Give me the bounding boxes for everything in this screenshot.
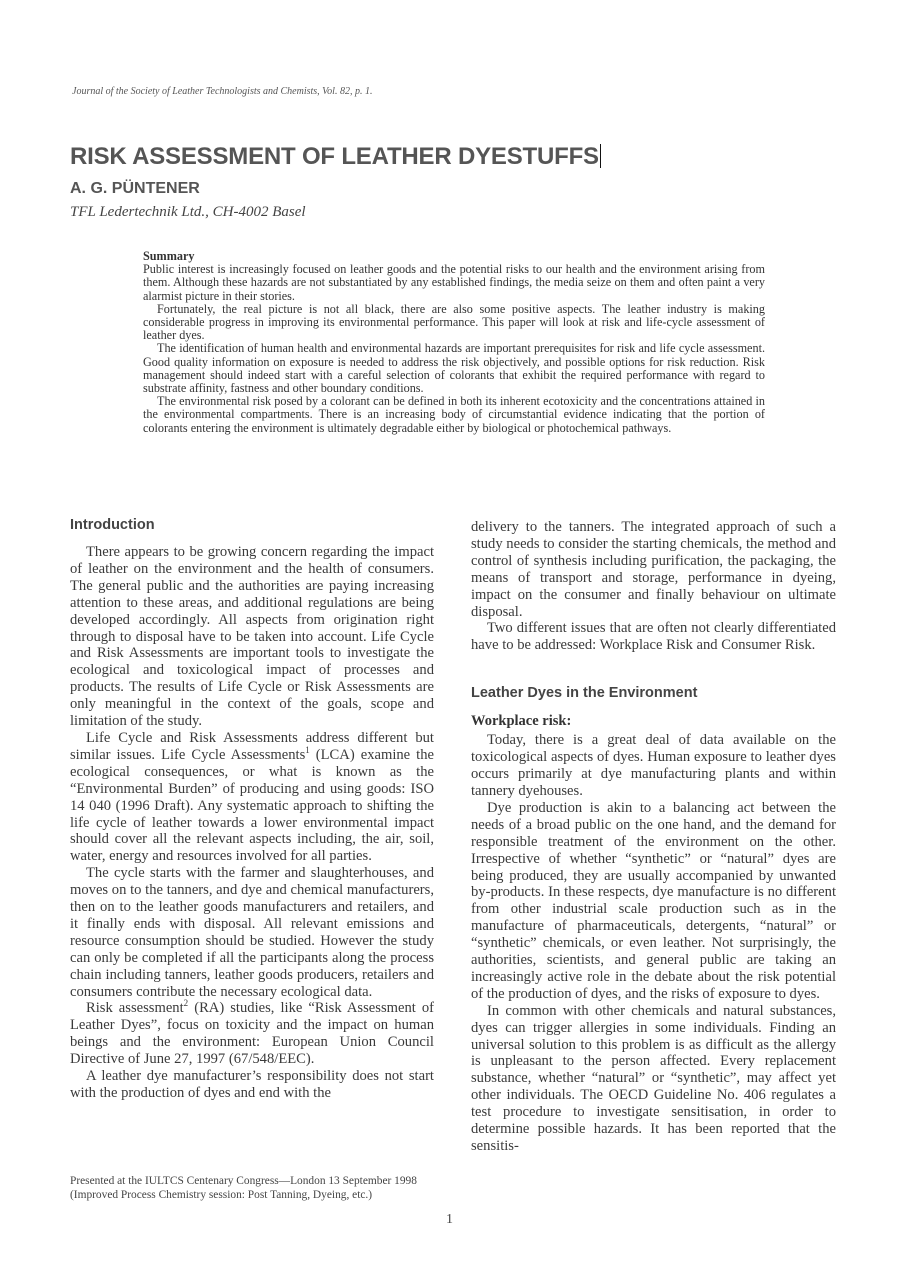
article-title [70,143,601,171]
workplace-risk-subheading: Workplace risk: [471,713,572,730]
leather-dyes-heading: Leather Dyes in the Environment [471,685,698,702]
body-text: Life Cycle and Risk Assessments address different but similar issues. Life Cycle Assessments [70,729,434,763]
footnote: Presented at the IULTCS Centenary Congress—London 13 September 1998 (Improved Process Chemistry session: Post Tanning, Dyeing, etc.) [70,1175,417,1201]
body-text: (RA) studies, like “Risk Assessment of Leather Dyes”, focus on toxicity and the impact on human beings and the environment: European Union Council Directive of June 27, 1997 (67/548/EEC). [70,1000,435,1068]
introduction-heading: Introduction [70,517,155,533]
section-spacer [471,654,836,684]
body-paragraph: There appears to be growing concern regarding the impact of leather on the environment and the health of consumers. The general public and the authorities are paying increasing attention to these areas, and additional regulations are being developed accordingly. All aspects from origination right through to disposal have to be taken into account. Life Cycle and Risk Assessments are important tools to investigate the ecological and toxicological impact of processes and products. The results of Life Cycle or Risk Assessments are only meaningful in the context of the goals, scope and limitation of the study. [70,544,434,730]
summary-paragraph: Fortunately, the real picture is not all black, there are also some positive aspects. The leather industry is making considerable progress in improving its environmental performance. This paper will look at risk and life-cycle assessment of leather dyes. [143,301,765,343]
body-paragraph-continued: delivery to the tanners. The integrated approach of such a study needs to consider the starting chemicals, the method and control of synthesis including purification, the packaging, the means of transport and storage, performance in dyeing, impact on the consumer and finally behaviour on ultimate disposal. [471,519,836,620]
body-paragraph: Dye production is akin to a balancing act between the needs of a broad public on the one hand, and the demand for responsible treatment of the environment on the other. Irrespective of whether “synthetic” or “natural” dyes are being produced, they are usually accompanied by unwanted by-products. In these respects, dye manufacture is no different from other industrial scale production such as in the manufacture of pharmaceuticals, detergents, “natural” or “synthetic” chemicals, or even leather. Not surprisingly, the authorities, scientists, and general public are taking an increasingly active role in the debate about the risk potential of the production of dyes, and the risks of exposure to dyes. [471,799,836,1002]
summary-paragraph: The identification of human health and environmental hazards are important prerequisites for risk and life cycle assessment. Good quality information on exposure is needed to address the risk objectively, and possible options for risk reduction. Risk management should indeed start with a careful selection of colorants that exhibit the required performance with regard to substrate affinity, fastness and other boundary conditions. [143,341,765,396]
left-column [70,516,434,1102]
article-title-text: RISK ASSESSMENT OF LEATHER DYESTUFFS [70,143,599,170]
summary-heading: Summary [143,249,195,263]
body-paragraph: In common with other chemicals and natural substances, dyes can trigger allergies in some individuals. Finding an universal solution to this problem is as difficult as the allergy is unpleasant to the person affected. Every replacement substance, whether “natural” or “synthetic”, may affect yet other individuals. The OECD Guideline No. 406 regulates a test procedure to investigate sensitisation, in order to determine possible hazards. It has been reported that the sensitis- [471,1002,836,1154]
body-paragraph: A leather dye manufacturer’s responsibility does not start with the production of dyes and end with the [70,1068,434,1101]
summary-paragraph: The environmental risk posed by a colorant can be defined in both its inherent ecotoxicity and the concentrations attained in the environmental compartments. There is an increasing body of circumstantial evidence indicating that the portion of colorants entering the environment is ultimately degradable either by biological or photochemical pathways. [143,394,765,435]
body-text: Risk assessment [86,1000,184,1017]
right-column [471,519,836,1155]
body-paragraph [70,730,434,865]
body-text: (LCA) examine the ecological consequences, or what is known as the “Environmental Burden” of producing and using goods: ISO 14 040 (1996 Draft). Any systematic approach to shifting the life cycle of leather towards a lower environmental impact should cover all the relevant aspects including, the air, soil, water, energy and resources involved for all parties. [70,746,434,865]
reference-marker: 2 [183,998,189,1009]
text-cursor [600,144,602,168]
body-paragraph: Today, there is a great deal of data available on the toxicological aspects of dyes. Human exposure to leather dyes occurs primarily at dye manufacturing plants and within tannery dyehouses. [471,732,836,799]
reference-marker: 1 [305,745,310,756]
body-paragraph: Two different issues that are often not clearly differentiated have to be addressed: Workplace Risk and Consumer Risk. [471,620,836,654]
summary-paragraph: Public interest is increasingly focused on leather goods and the potential risks to our health and the environment arising from them. Although these hazards are not substantiated by any established findings, the media seize on them and often paint a very alarmist picture in their stories. [143,262,765,303]
author-name: A. G. PÜNTENER [70,180,200,197]
running-head: Journal of the Society of Leather Technologists and Chemists, Vol. 82, p. 1. [72,86,373,97]
summary-block [143,250,765,435]
page-number: 1 [446,1212,453,1227]
body-paragraph [70,1000,434,1068]
author-affiliation: TFL Ledertechnik Ltd., CH-4002 Basel [70,204,306,220]
body-paragraph: The cycle starts with the farmer and slaughterhouses, and moves on to the tanners, and dye and chemical manufacturers, then on to the leather goods manufacturers and retailers, and it finally ends with disposal. All relevant emissions and resource consumption should be studied. However the study can only be completed if all the participants along the process chain including tanners, leather goods producers, retailers and consumers contribute the necessary ecological data. [70,865,434,1000]
